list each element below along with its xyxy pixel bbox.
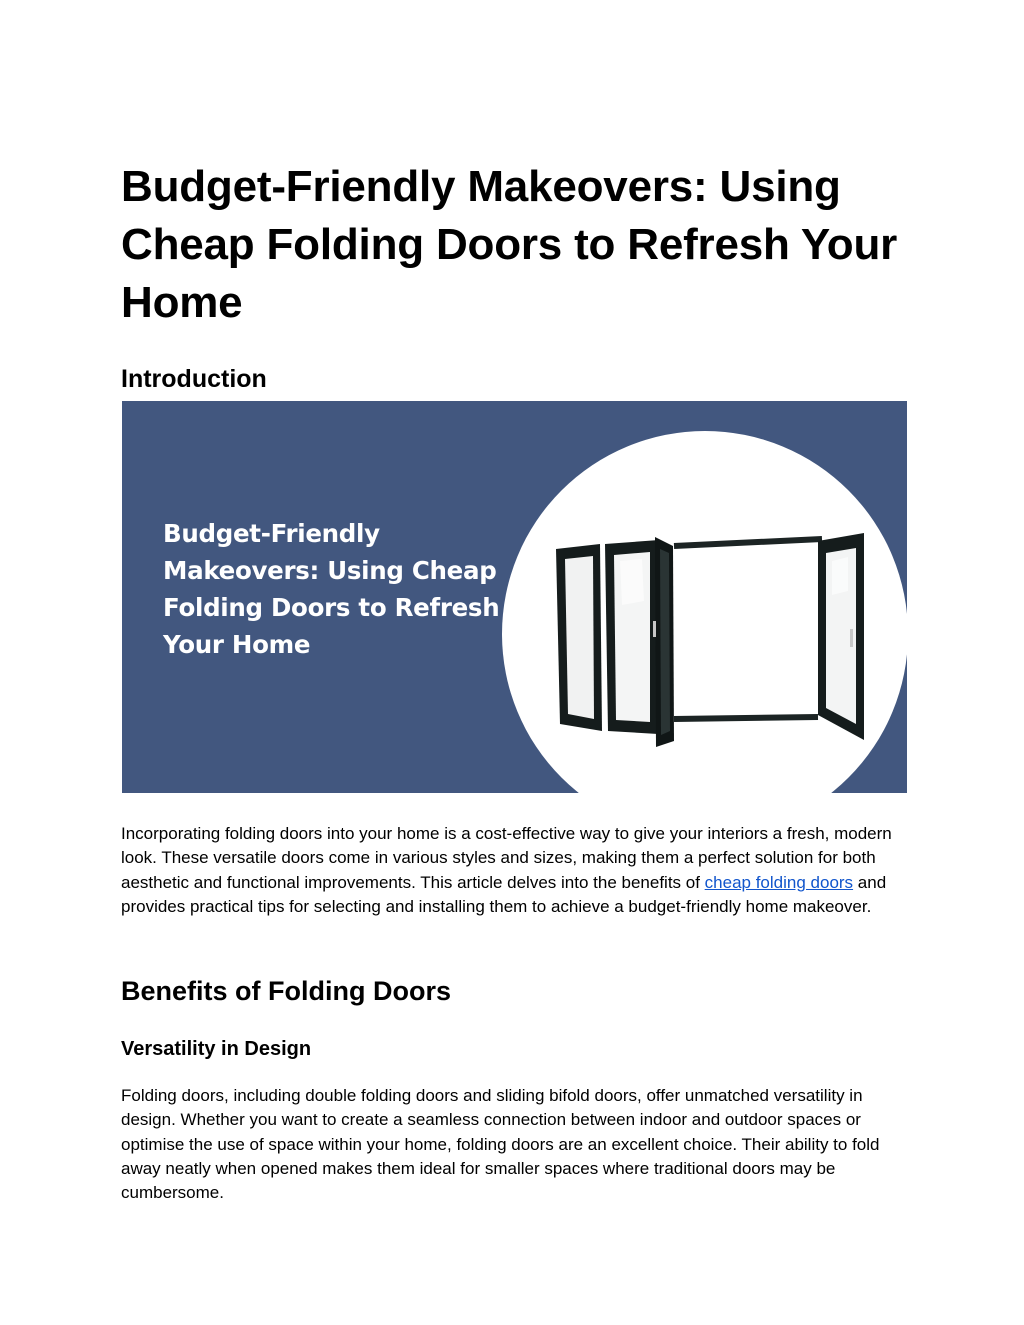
intro-paragraph	[121, 822, 911, 919]
versatility-paragraph: Folding doors, including double folding doors and sliding bifold doors, offer unmatched versatility in design. Whether you want to create a seamless connection between indoor and outdoor spaces or optimise the use of space within your home, folding doors are an excellent choice. Their ability to fold away neatly when opened makes them ideal for smaller spaces where traditional doors may be cumbersome.	[121, 1086, 880, 1203]
versatility-heading: Versatility in Design	[121, 1038, 312, 1060]
intro-text-start: Incorporating folding doors into your home is a cost-effective way to give your interiors a fresh, modern look. These versatile doors come in various styles and sizes, making them a perfect solution for both aesthetic and functional improvements. This article delves into the benefits of	[121, 824, 892, 892]
benefits-heading: Benefits of Folding Doors	[121, 976, 451, 1006]
introduction-heading: Introduction	[121, 365, 267, 393]
intro-text-end: and provides practical tips for selecting and installing them to achieve a budget-friendly home makeover.	[121, 872, 887, 916]
banner-image	[122, 401, 907, 793]
document-title: Budget-Friendly Makeovers: Using Cheap Folding Doors to Refresh Your Home	[121, 162, 898, 327]
banner-title-text: Budget-Friendly Makeovers: Using Cheap Folding Doors to Refresh Your Home	[163, 519, 500, 659]
cheap-folding-doors-link[interactable]: cheap folding doors	[704, 872, 854, 892]
folding-door-illustration-icon	[122, 401, 907, 793]
